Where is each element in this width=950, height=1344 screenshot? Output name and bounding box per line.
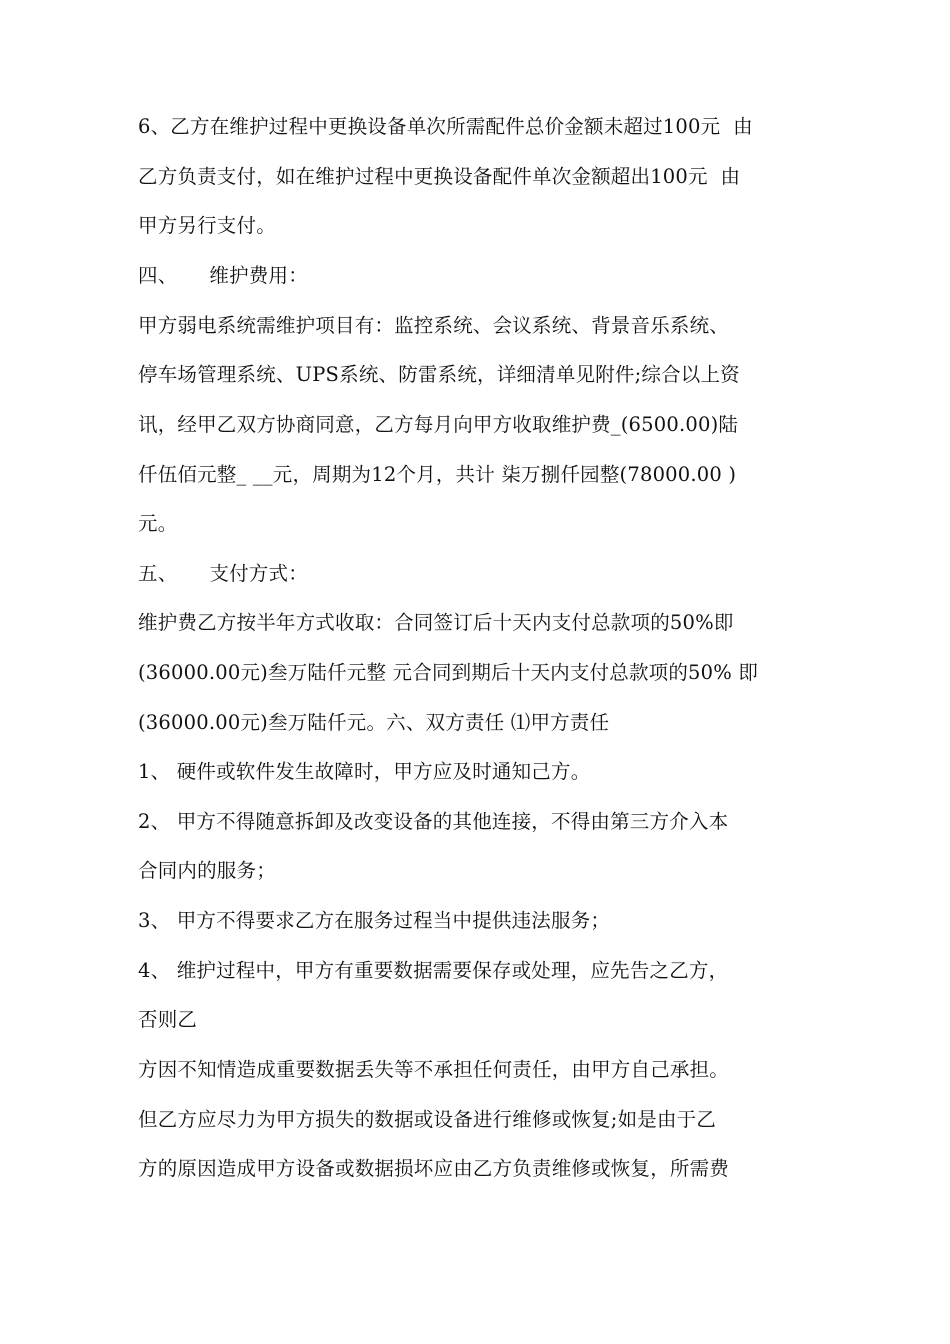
- text-line: 乙方负责支付，如在维护过程中更换设备配件单次金额超出100元 由: [138, 165, 741, 188]
- text-line: 否则乙: [138, 1008, 198, 1031]
- text-line: 1、 硬件或软件发生故障时，甲方应及时通知己方。: [138, 760, 591, 783]
- text-line: 维护费乙方按半年方式收取：合同签订后十天内支付总款项的50%即: [138, 611, 734, 634]
- text-line: 方因不知情造成重要数据丢失等不承担任何责任，由甲方自己承担。: [138, 1058, 730, 1081]
- text-line: 仟伍佰元整_ __元，周期为12个月，共计 柒万捌仟园整(78000.00 ): [138, 463, 737, 486]
- section-heading: 五、 支付方式：: [138, 562, 308, 585]
- text-line: 但乙方应尽力为甲方损失的数据或设备进行维修或恢复;如是由于乙: [138, 1108, 717, 1131]
- text-line: (36000.00元)叁万陆仟元整 元合同到期后十天内支付总款项的50% 即: [138, 661, 759, 684]
- text-line: 2、 甲方不得随意拆卸及改变设备的其他连接，不得由第三方介入本: [138, 810, 729, 833]
- text-line: 4、 维护过程中，甲方有重要数据需要保存或处理，应先告之乙方，: [138, 959, 729, 982]
- text-line: 合同内的服务；: [138, 859, 276, 882]
- text-line: 讯，经甲乙双方协商同意，乙方每月向甲方收取维护费_(6500.00)陆: [138, 413, 739, 436]
- text-line: 方的原因造成甲方设备或数据损坏应由乙方负责维修或恢复，所需费: [138, 1157, 730, 1180]
- text-line: 甲方弱电系统需维护项目有：监控系统、会议系统、背景音乐系统、: [138, 314, 730, 337]
- text-line: 3、 甲方不得要求乙方在服务过程当中提供违法服务；: [138, 909, 611, 932]
- text-line: 停车场管理系统、UPS系统、防雷系统，详细清单见附件;综合以上资: [138, 363, 740, 386]
- text-line: 甲方另行支付。: [138, 214, 276, 237]
- text-line: 元。: [138, 512, 178, 535]
- text-line: 6、乙方在维护过程中更换设备单次所需配件总价金额未超过100元 由: [138, 115, 753, 138]
- section-heading: 四、 维护费用：: [138, 264, 308, 287]
- text-line: (36000.00元)叁万陆仟元。六、双方责任 ⑴甲方责任: [138, 711, 610, 734]
